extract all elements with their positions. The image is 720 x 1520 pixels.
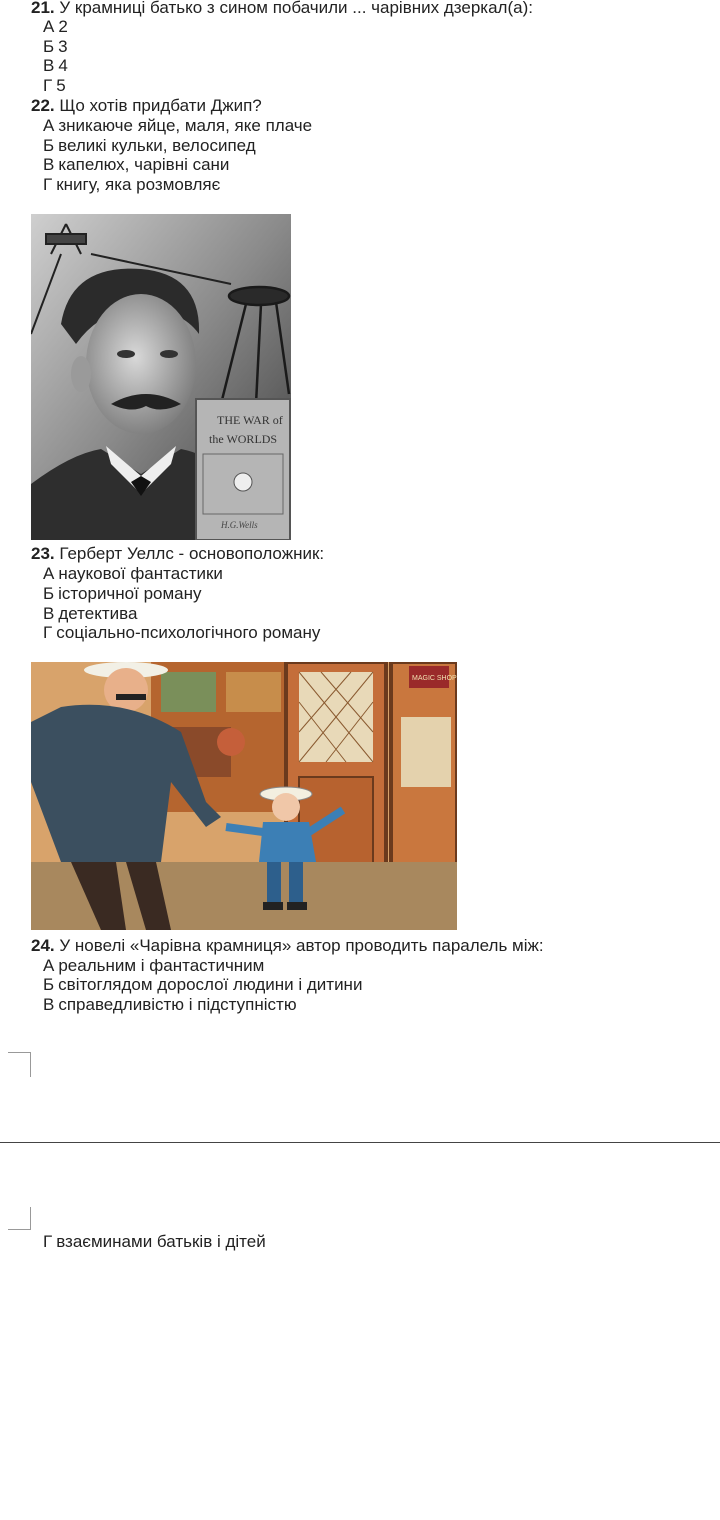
option-22-c: В капелюх, чарівні сани: [43, 155, 230, 174]
option-21-d: Г 5: [43, 76, 66, 95]
question-number: 23.: [31, 544, 55, 563]
option-21-b: Б 3: [43, 37, 68, 56]
question-22: [31, 96, 262, 116]
question-21: [31, 0, 533, 18]
question-text: У новелі «Чарівна крамниця» автор проводить паралель між:: [59, 936, 544, 955]
shop-sign: MAGIC SHOP: [412, 675, 457, 682]
book-author: H.G.Wells: [221, 520, 258, 530]
book-title-line1: THE WAR of: [217, 413, 283, 427]
page-separator: [0, 1142, 720, 1143]
portrait-illustration: [31, 214, 291, 540]
option-23-d: Г соціально-психологічного роману: [43, 623, 321, 642]
option-22-b: Б великі кульки, велосипед: [43, 136, 256, 155]
option-24-d: Г взаєминами батьків і дітей: [43, 1232, 266, 1251]
option-22-a: А зникаюче яйце, маля, яке плаче: [43, 116, 313, 135]
question-24: [31, 936, 544, 956]
question-text: У крамниці батько з сином побачили ... чарівних дзеркал(а):: [59, 0, 533, 17]
question-23: [31, 544, 324, 564]
book-title-line2: the WORLDS: [209, 432, 278, 446]
option-24-b: Б світоглядом дорослої людини і дитини: [43, 975, 363, 994]
option-21-c: В 4: [43, 56, 68, 75]
shop-illustration: [31, 662, 457, 930]
option-23-b: Б історичної роману: [43, 584, 202, 603]
option-24-a: А реальним і фантастичним: [43, 956, 265, 975]
page-corner-mark-bottom: [8, 1207, 31, 1230]
shop-illustration-icon: [31, 662, 457, 930]
option-22-d: Г книгу, яка розмовляє: [43, 175, 221, 194]
option-23-a: А наукової фантастики: [43, 564, 223, 583]
option-24-c: В справедливістю і підступністю: [43, 995, 297, 1014]
question-text: Що хотів придбати Джип?: [59, 96, 262, 115]
option-21-a: А 2: [43, 17, 68, 36]
question-number: 22.: [31, 96, 55, 115]
question-number: 21.: [31, 0, 55, 17]
option-23-c: В детектива: [43, 604, 138, 623]
question-text: Герберт Уеллс - основоположник:: [59, 544, 325, 563]
portrait-illustration-icon: [31, 214, 291, 540]
question-number: 24.: [31, 936, 55, 955]
page-corner-mark-top: [8, 1052, 31, 1077]
